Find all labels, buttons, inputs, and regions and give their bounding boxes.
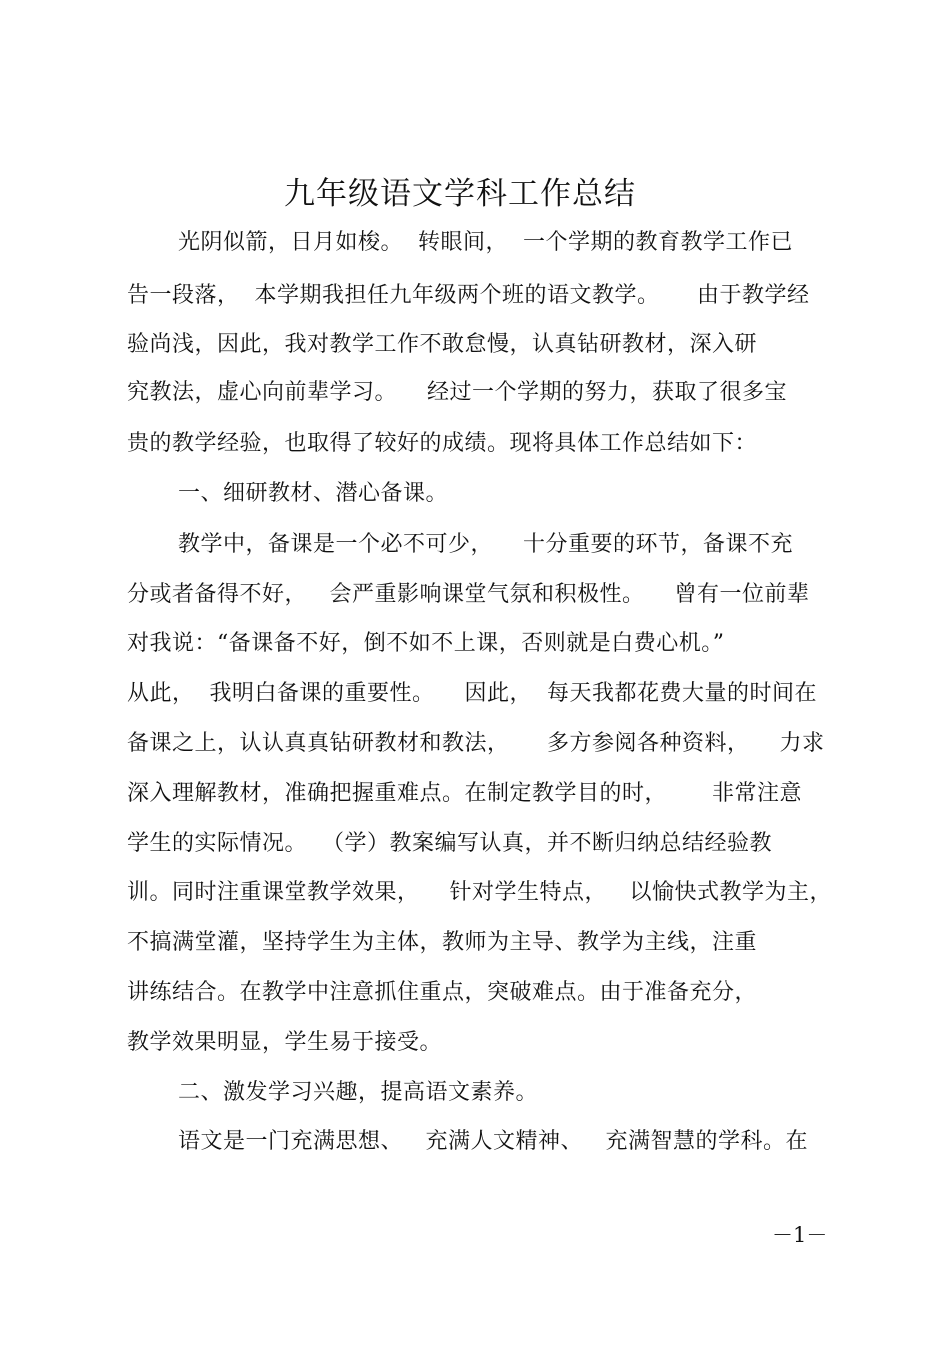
paragraph-line: 训。同时注重课堂教学效果， 针对学生特点， 以愉快式教学为主， (127, 880, 832, 905)
page-number: －1－ (772, 1223, 828, 1247)
paragraph-line: 不搞满堂灌，坚持学生为主体，教师为主导、教学为主线，注重 (127, 930, 758, 955)
paragraph-line: 深入理解教材，准确把握重难点。在制定教学目的时， 非常注意 (127, 781, 802, 806)
paragraph-line: 语文是一门充满思想、 充满人文精神、 充满智慧的学科。在 (178, 1129, 808, 1154)
paragraph-line: 验尚浅，因此，我对教学工作不敢怠慢，认真钻研教材，深入研 (127, 332, 758, 357)
paragraph-line: 从此， 我明白备课的重要性。 因此， 每天我都花费大量的时间在 (127, 681, 817, 706)
paragraph-line: 对我说：“备课备不好，倒不如不上课，否则就是白费心机。” (127, 631, 725, 656)
paragraph-line: 教学中，备课是一个必不可少， 十分重要的环节，备课不充 (178, 532, 793, 557)
paragraph-line: 告一段落， 本学期我担任九年级两个班的语文教学。 由于教学经 (127, 283, 810, 308)
paragraph-line: 讲练结合。在教学中注意抓住重点，突破难点。由于准备充分， (127, 980, 758, 1005)
section-heading: 一、细研教材、潜心备课。 (178, 481, 449, 506)
paragraph-line: 贵的教学经验，也取得了较好的成绩。现将具体工作总结如下： (127, 431, 758, 456)
paragraph-line: 教学效果明显，学生易于接受。 (127, 1030, 443, 1055)
paragraph-line: 分或者备得不好， 会严重影响课堂气氛和积极性。 曾有一位前辈 (127, 582, 810, 607)
document-title: 九年级语文学科工作总结 (284, 176, 636, 212)
paragraph-line: 光阴似箭，日月如梭。 转眼间， 一个学期的教育教学工作已 (178, 230, 793, 255)
section-heading: 二、激发学习兴趣，提高语文素养。 (178, 1080, 539, 1105)
paragraph-line: 究教法，虚心向前辈学习。 经过一个学期的努力，获取了很多宝 (127, 380, 787, 405)
paragraph-line: 学生的实际情况。 （学）教案编写认真，并不断归纳总结经验教 (127, 831, 772, 856)
paragraph-line: 备课之上，认认真真钻研教材和教法， 多方参阅各种资料， 力求 (127, 731, 825, 756)
